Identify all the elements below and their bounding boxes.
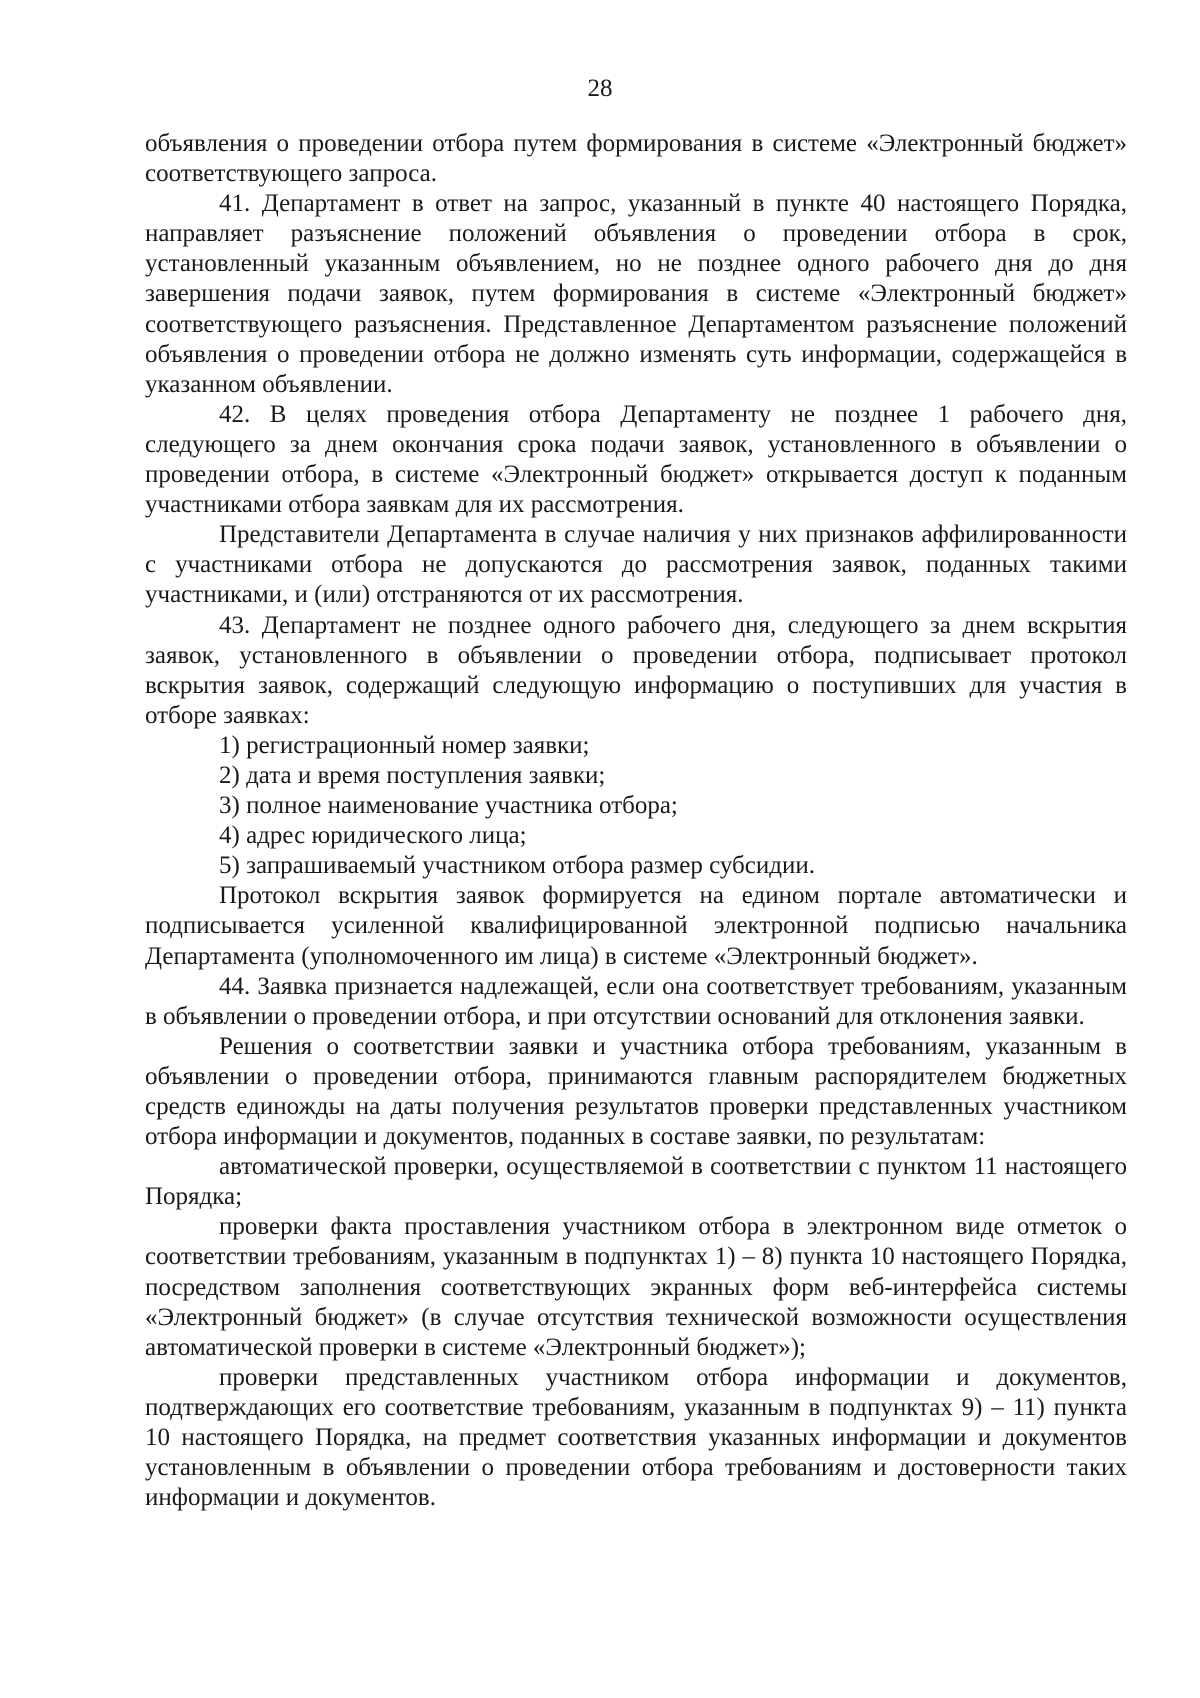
page-number: 28: [587, 75, 613, 102]
list-item-4: 4) адрес юридического лица;: [219, 822, 527, 850]
list-item-5: 5) запрашиваемый участником отбора размер субсидии.: [219, 852, 815, 880]
list-item-1: 1) регистрационный номер заявки;: [219, 731, 590, 759]
paragraph-representatives: Представители Департамента в случае наличия у них признаков аффилированности с участниками отбора не допускаются до рассмотрения заявок, поданных такими участниками, и (или) отстраняются от их рассмотрения.: [145, 521, 1127, 609]
document-body: [145, 129, 1127, 1513]
paragraph-item-42: 42. В целях проведения отбора Департаменту не позднее 1 рабочего дня, следующего за днем окончания срока подачи заявок, установленного в объявлении о проведении отбора, в системе «Электронный бюджет» открывается доступ к поданным участниками отбора заявкам для их рассмотрения.: [145, 400, 1127, 519]
list-item-2: 2) дата и время поступления заявки;: [219, 761, 606, 789]
paragraph-item-41: 41. Департамент в ответ на запрос, указанный в пункте 40 настоящего Порядка, направляет разъяснение положений объявления о проведении отбора в срок, установленный указанным объявлением, но не позднее одного рабочего дня до дня завершения подачи заявок, путем формирования в системе «Электронный бюджет» соответствующего разъяснения. Представленное Департаментом разъяснение положений объявления о проведении отбора не должно изменять суть информации, содержащейся в указанном объявлении.: [145, 190, 1127, 398]
paragraph-item-44: 44. Заявка признается надлежащей, если она соответствует требованиям, указанным в объявлении о проведении отбора, и при отсутствии оснований для отклонения заявки.: [145, 972, 1127, 1030]
paragraph-marks-check: проверки факта проставления участником отбора в электронном виде отметок о соответствии требованиям, указанным в подпунктах 1) – 8) пункта 10 настоящего Порядка, посредством заполнения соответствующих экранных форм веб-интерфейса системы «Электронный бюджет» (в случае отсутствия технической возможности осуществления автоматической проверки в системе «Электронный бюджет»);: [145, 1213, 1127, 1361]
paragraph-item-43: 43. Департамент не позднее одного рабочего дня, следующего за днем вскрытия заявок, установленного в объявлении о проведении отбора, подписывает протокол вскрытия заявок, содержащий следующую информацию о поступивших для участия в отборе заявках:: [145, 611, 1127, 729]
paragraph-continuation: объявления о проведении отбора путем формирования в системе «Электронный бюджет» соответствующего запроса.: [145, 130, 1127, 188]
paragraph-documents-check: проверки представленных участником отбора информации и документов, подтверждающих его соответствие требованиям, указанным в подпунктах 9) – 11) пункта 10 настоящего Порядка, на предмет соответствия указанных информации и документов установленным в объявлении о проведении отбора требованиям и достоверности таких информации и документов.: [145, 1363, 1127, 1512]
paragraph-decisions: Решения о соответствии заявки и участника отбора требованиям, указанным в объявлении о проведении отбора, принимаются главным распорядителем бюджетных средств единожды на даты получения результатов проверки представленных участником отбора информации и документов, поданных в составе заявки, по результатам:: [145, 1032, 1127, 1151]
paragraph-automatic-check: автоматической проверки, осуществляемой в соответствии с пунктом 11 настоящего Порядка;: [145, 1153, 1127, 1211]
paragraph-protocol: Протокол вскрытия заявок формируется на едином портале автоматически и подписывается усиленной квалифицированной электронной подписью начальника Департамента (уполномоченного им лица) в системе «Электронный бюджет».: [145, 882, 1127, 970]
list-item-3: 3) полное наименование участника отбора;: [219, 792, 678, 820]
